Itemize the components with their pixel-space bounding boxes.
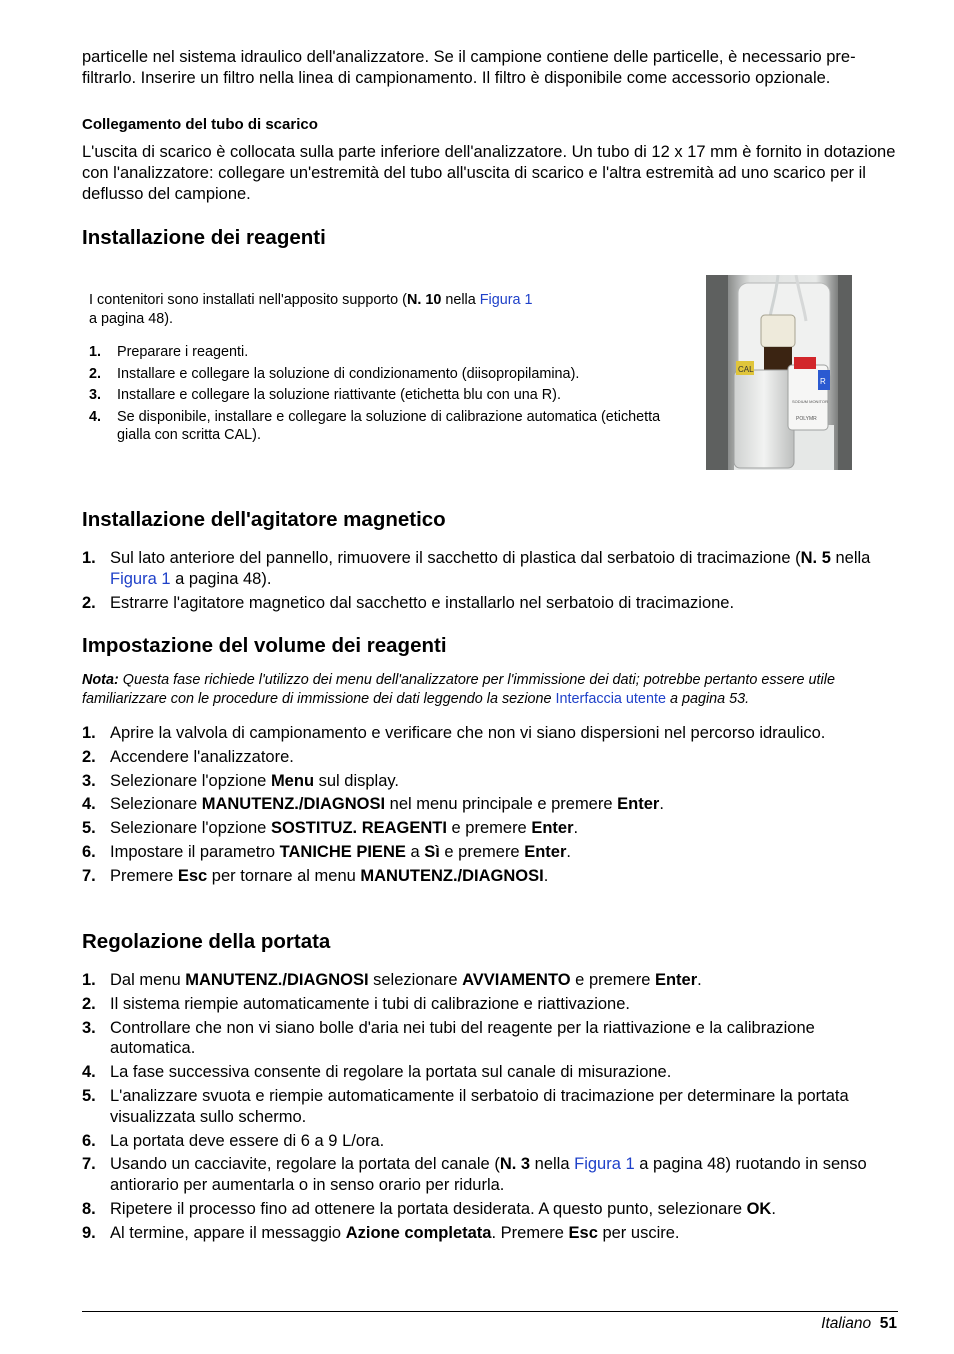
step-text: per uscire. [597,1223,680,1242]
step-text: . Premere [491,1223,569,1242]
step-number: 3. [89,387,102,404]
step-text: . [566,842,571,861]
ui-term: Menu [270,771,315,790]
reagent-bottles-photo [706,275,852,470]
list-item [82,866,897,887]
bottle-label-1: SODIUM MONITOR [792,399,828,404]
step-text: Selezionare l'opzione [110,819,271,838]
drain-paragraph: L'uscita di scarico è collocata sulla parte inferiore dell'analizzatore. Un tubo di 12 x 17 mm è fornito in dotazione con l'analizzatore: collegare un'estremità del tubo all'uscita di scarico e l'altra estremità ad uno scarico per il deflusso del campione. [82,143,896,203]
step-text: . [697,971,702,989]
intro-paragraph: particelle nel sistema idraulico dell'analizzatore. Se il campione contiene delle particelle, è necessario pre-filtrarlo. Inserire un filtro nella linea di campionamento. Il filtro è disponibile come accessorio opzionale. [82,48,856,87]
ui-term: Azione completata [345,1223,492,1242]
list-item [82,548,897,590]
figure-link[interactable]: Figura 1 [574,1155,635,1174]
step-number: 3. [82,1018,96,1037]
step-text: Sul lato anteriore del pannello, rimuovere il sacchetto di plastica dal serbatoio di tracimazione ( [110,549,801,567]
step-text: a [405,842,425,861]
note-text: Questa fase richiede l'utilizzo dei menu dell'analizzatore per l'immissione dei dati; potrebbe pertanto essere utile familiarizzare con le procedure di immissione dei dati leggendo la sezione [82,672,835,707]
ui-term: OK [746,1199,772,1218]
step-number: 6. [82,1131,96,1150]
step-text: Il sistema riempie automaticamente i tubi di calibrazione e riattivazione. [110,994,630,1013]
ui-term: Enter [617,795,660,814]
step-text: nella [830,549,871,567]
list-item [82,818,897,839]
section-title-volume: Impostazione del volume dei reagenti [82,634,447,657]
reagents-lead [89,291,609,328]
list-item [82,593,897,614]
step-number: 2. [89,365,102,382]
ui-term: Enter [654,971,698,989]
list-item [89,408,664,445]
list-item [82,842,897,863]
list-item [82,1154,897,1196]
list-item [82,1223,897,1244]
ui-term: Esc [568,1223,598,1242]
note-label: Nota: [82,672,119,688]
step-text: La portata deve essere di 6 a 9 L/ora. [110,1131,385,1150]
step-number: 4. [82,1063,96,1082]
step-text: . [659,795,664,814]
interface-link[interactable]: Interfaccia utente [555,690,666,707]
list-item [82,1018,897,1060]
step-text: nella [530,1155,575,1174]
reagents-lead-ref: N. 10 [406,292,442,308]
list-item [89,386,664,405]
ui-term: Enter [524,842,567,861]
footer-divider [82,1311,898,1312]
step-text: Controllare che non vi siano bolle d'aria nei tubi del reagente per la riattivazione e la calibrazione automatica. [110,1018,815,1058]
reagents-lead-page: a pagina 48). [89,310,174,327]
flow-steps [82,970,897,1244]
step-number: 3. [82,771,96,790]
list-item [82,1131,897,1152]
ui-term: Enter [531,819,574,838]
section-title-stirrer: Installazione dell'agitatore magnetico [82,508,446,531]
ui-term: MANUTENZ./DIAGNOSI [185,971,369,989]
list-item [82,994,897,1015]
volume-steps [82,723,897,887]
list-item [89,365,664,384]
step-number: 2. [82,747,96,766]
list-item [82,1062,897,1083]
reagents-steps [89,343,664,445]
ui-term: TANICHE PIENE [279,842,406,861]
step-text: selezionare [368,971,463,989]
page-footer [821,1314,897,1334]
step-number: 4. [89,408,102,425]
step-text: Installare e collegare la soluzione di condizionamento (diisopropilamina). [117,365,580,382]
reagents-lead-mid: nella [441,292,480,308]
list-item [89,343,664,362]
bottle-label-2: POLYMR [796,416,817,422]
step-number: 7. [82,866,96,885]
drain-heading: Collegamento del tubo di scarico [82,116,318,133]
step-text: La fase successiva consente di regolare la portata sul canale di misurazione. [110,1063,672,1082]
ui-term: MANUTENZ./DIAGNOSI [201,795,386,814]
step-text: . [573,819,579,838]
figure-link[interactable]: Figura 1 [479,292,533,308]
step-number: 7. [82,1155,96,1174]
ui-term: SOSTITUZ. REAGENTI [270,819,447,838]
step-text: Selezionare l'opzione [110,771,271,790]
section-title-flow: Regolazione della portata [82,930,331,953]
step-text: Impostare il parametro [110,842,280,861]
step-text: Accendere l'analizzatore. [110,747,294,766]
step-text: sul display. [314,771,400,790]
step-text: Preparare i reagenti. [117,344,249,360]
step-text: L'analizzare svuota e riempie automaticamente il serbatoio di tracimazione per determinare la portata visualizzata sullo schermo. [110,1086,849,1126]
step-number: 8. [82,1199,96,1218]
step-number: 2. [82,994,96,1013]
step-text: e premere [446,819,532,838]
volume-note [82,671,897,708]
step-text: e premere [439,842,525,861]
cal-label: CAL [738,365,754,374]
step-text: Aprire la valvola di campionamento e verificare che non vi siano dispersioni nel percorso idraulico. [110,724,826,742]
page-number: 51 [879,1315,897,1332]
reagents-lead-text: I contenitori sono installati nell'apposito supporto ( [89,292,407,308]
list-item [82,1199,897,1220]
step-number: 6. [82,842,96,861]
step-ref: N. 5 [800,549,831,567]
step-text: . [771,1199,776,1218]
step-number: 1. [89,344,102,360]
list-item [82,771,897,792]
step-text: Installare e collegare la soluzione riattivante (etichetta blu con una R). [117,387,561,404]
note-page: a pagina 53. [665,690,750,707]
step-text: Premere [110,866,178,885]
step-number: 1. [82,971,96,989]
step-number: 9. [82,1223,96,1242]
step-number: 5. [82,819,96,838]
ui-term: Sì [424,842,440,861]
list-item [82,970,897,991]
figure-link[interactable]: Figura 1 [110,569,171,588]
footer-language: Italiano [821,1315,872,1332]
step-text: Se disponibile, installare e collegare la soluzione di calibrazione automatica (etichetta gialla con scritta CAL). [117,408,661,444]
step-number: 4. [82,795,96,814]
r-label: R [820,377,826,386]
step-text: per tornare al menu [207,866,361,885]
step-text: e premere [570,971,655,989]
step-text: Dal menu [110,971,186,989]
list-item [82,723,897,744]
step-text: Ripetere il processo fino ad ottenere la portata desiderata. A questo punto, selezionare [110,1199,747,1218]
step-text: . [543,866,549,885]
reagent-bottles-illustration [706,275,852,470]
ui-term: AVVIAMENTO [462,971,571,989]
step-number: 1. [82,549,96,567]
step-text: Selezionare [110,795,202,814]
ui-term: MANUTENZ./DIAGNOSI [360,866,544,885]
ui-term: Esc [177,866,208,885]
list-item [82,794,897,815]
step-number: 1. [82,724,96,742]
step-number: 2. [82,593,96,612]
step-text: Usando un cacciavite, regolare la portata del canale ( [110,1155,500,1174]
list-item [82,1086,897,1128]
step-text: a pagina 48) ruotando in senso antiorario per aumentarla o in senso orario per ridurla. [110,1155,867,1195]
list-item [82,747,897,768]
step-ref: N. 3 [499,1155,531,1174]
section-title-reagents: Installazione dei reagenti [82,226,326,249]
step-text: nel menu principale e premere [385,795,618,814]
step-number: 5. [82,1086,96,1105]
step-text: Estrarre l'agitatore magnetico dal sacchetto e installarlo nel serbatoio di tracimazione. [110,593,735,612]
step-text: a pagina 48). [170,569,272,588]
step-text: Al termine, appare il messaggio [110,1223,346,1242]
stirrer-steps [82,548,897,613]
